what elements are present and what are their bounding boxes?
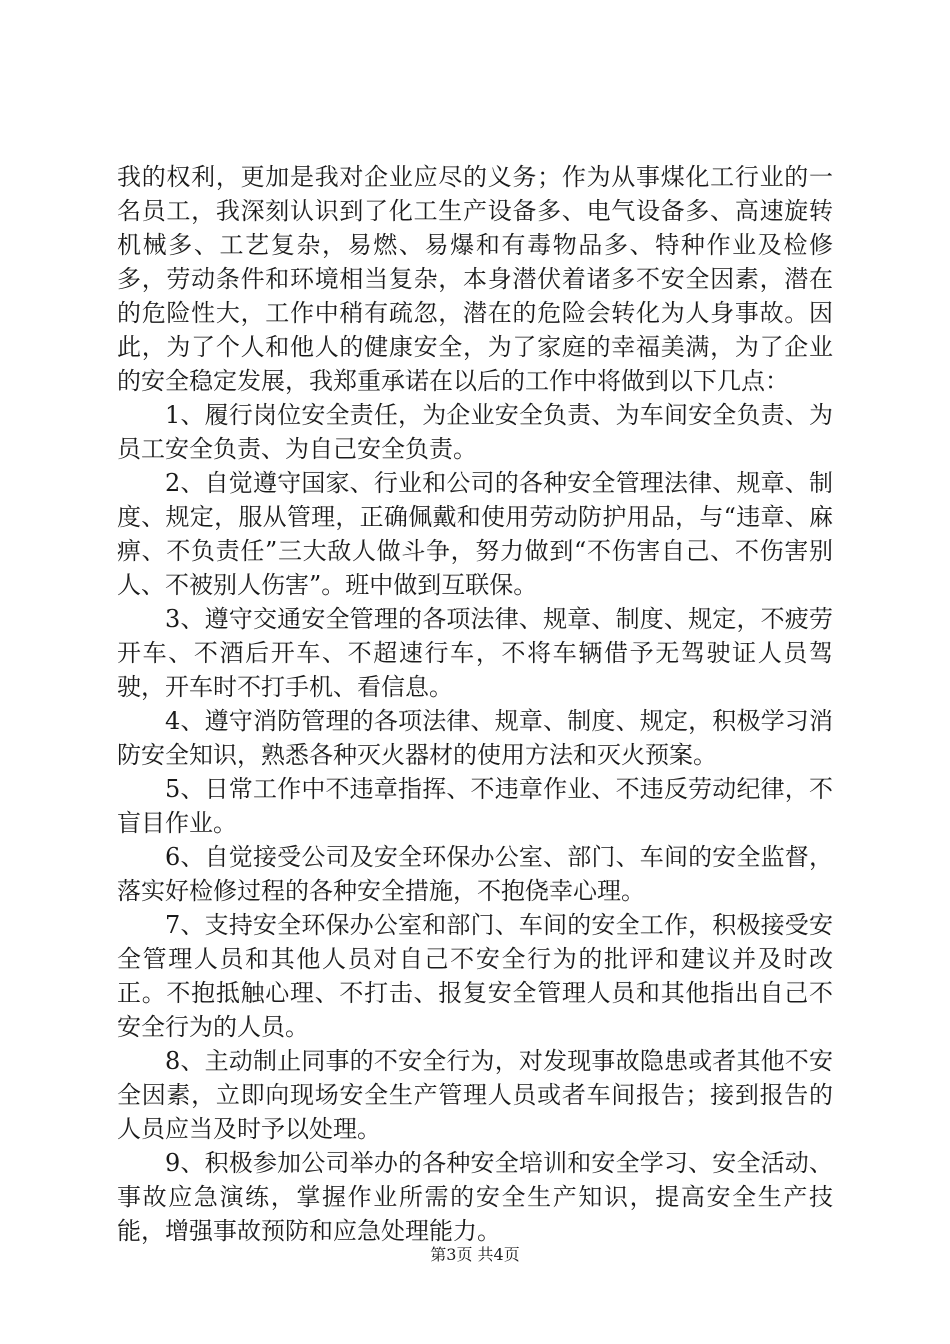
paragraph-item-7: 7、支持安全环保办公室和部门、车间的安全工作，积极接受安全管理人员和其他人员对自己不安全行为的批评和建议并及时改正。不抱抵触心理、不打击、报复安全管理人员和其他指出自己不安全行为的人员。 [117, 911, 833, 1041]
paragraph-item-9: 9、积极参加公司举办的各种安全培训和安全学习、安全活动、事故应急演练，掌握作业所需的安全生产知识，提高安全生产技能，增强事故预防和应急处理能力。 [117, 1149, 833, 1245]
paragraph-item-5: 5、日常工作中不违章指挥、不违章作业、不违反劳动纪律，不盲目作业。 [117, 775, 833, 837]
paragraph-item-1: 1、履行岗位安全责任，为企业安全负责、为车间安全负责、为员工安全负责、为自己安全负责。 [117, 401, 833, 463]
paragraph-item-8: 8、主动制止同事的不安全行为，对发现事故隐患或者其他不安全因素，立即向现场安全生产管理人员或者车间报告；接到报告的人员应当及时予以处理。 [117, 1047, 833, 1143]
paragraph-item-6: 6、自觉接受公司及安全环保办公室、部门、车间的安全监督，落实好检修过程的各种安全措施，不抱侥幸心理。 [117, 843, 833, 905]
paragraph-continuation: 我的权利，更加是我对企业应尽的义务；作为从事煤化工行业的一名员工，我深刻认识到了化工生产设备多、电气设备多、高速旋转机械多、工艺复杂，易燃、易爆和有毒物品多、特种作业及检修多，劳动条件和环境相当复杂，本身潜伏着诸多不安全因素，潜在的危险性大，工作中稍有疏忽，潜在的危险会转化为人身事故。因此，为了个人和他人的健康安全，为了家庭的幸福美满，为了企业的安全稳定发展，我郑重承诺在以后的工作中将做到以下几点： [117, 163, 833, 395]
paragraph-item-2: 2、自觉遵守国家、行业和公司的各种安全管理法律、规章、制度、规定，服从管理，正确佩戴和使用劳动防护用品，与“违章、麻痹、不负责任”三大敌人做斗争，努力做到“不伤害自己、不伤害别人、不被别人伤害”。班中做到互联保。 [117, 469, 833, 599]
page-number-footer: 第3页 共4页 [430, 1245, 520, 1264]
document-body [117, 160, 833, 1248]
paragraph-item-3: 3、遵守交通安全管理的各项法律、规章、制度、规定，不疲劳开车、不酒后开车、不超速行车，不将车辆借予无驾驶证人员驾驶，开车时不打手机、看信息。 [117, 605, 833, 701]
paragraph-item-4: 4、遵守消防管理的各项法律、规章、制度、规定，积极学习消防安全知识，熟悉各种灭火器材的使用方法和灭火预案。 [117, 707, 833, 769]
